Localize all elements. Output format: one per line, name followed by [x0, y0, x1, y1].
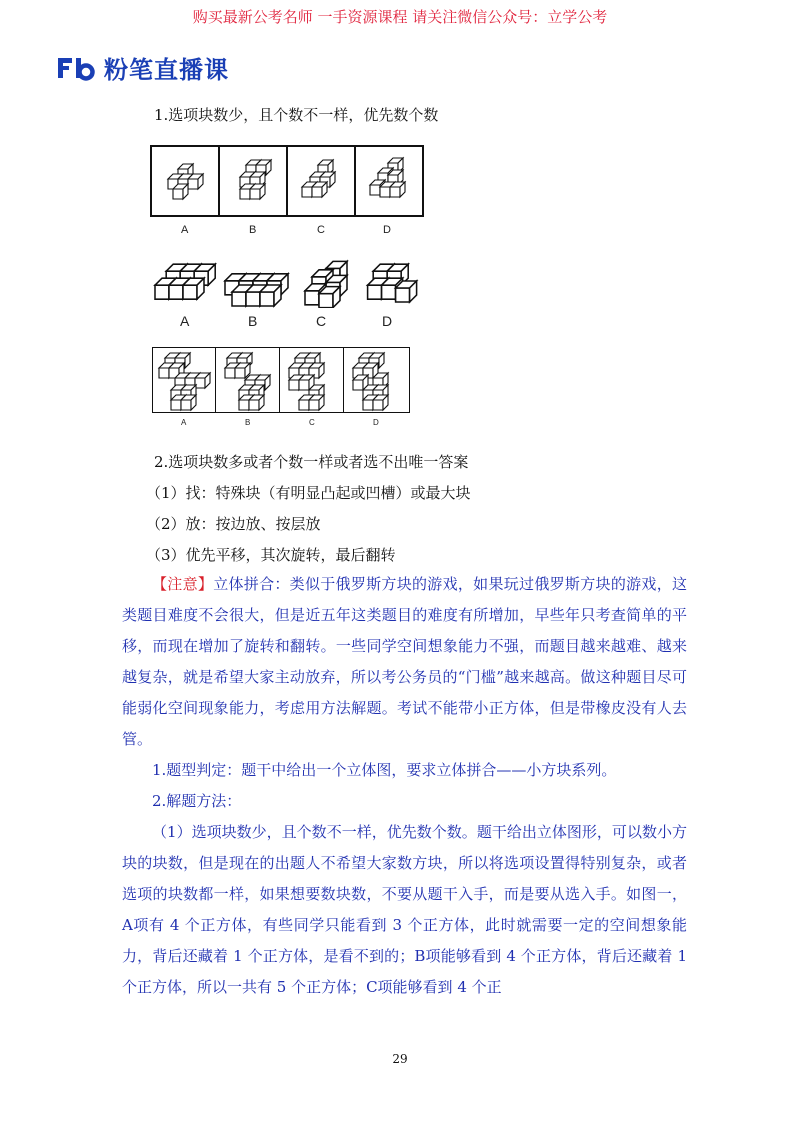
option-label-d: D	[383, 224, 391, 236]
figure-row3-options	[152, 347, 410, 413]
section2-heading: 2.选项块数多或者个数一样或者选不出唯一答案	[154, 453, 469, 471]
note-item-3: （1）选项块数少，且个数不一样，优先数个数。题干给出立体图形，可以数小方块的块数，但是现在的出题人不希望大家数方块，所以将选项设置得特别复杂，或者选项的块数都一样，如果想要数块数，不要从题干入手，而是要从选入手。如图一，A项有 4 个正方体，有些同学只能看到 3 个正方体，此时就需要一定的空间想象能力，背后还藏着 1 个正方体，是看不到的；B项能够看到 4 个正方体，背后还藏着 1 个正方体，所以一共有 5 个正方体；C项能够看到 4 个正	[122, 823, 687, 996]
logo-text: 粉笔直播课	[104, 56, 229, 84]
option-label-d: D	[382, 313, 393, 329]
section2-item-2: （2）放：按边放、按层放	[146, 515, 321, 533]
option-box	[220, 147, 288, 215]
option-label-b: B	[248, 313, 258, 329]
option-label-c: C	[317, 224, 325, 236]
figure-row1-options	[150, 145, 424, 217]
section2-item-3: （3）优先平移，其次旋转，最后翻转	[146, 546, 396, 564]
option-box	[356, 147, 420, 215]
option-label-c: C	[309, 418, 315, 427]
section1-heading: 1.选项块数少，且个数不一样，优先数个数	[154, 106, 439, 124]
note-paragraph	[122, 569, 687, 755]
option-label-a: A	[181, 418, 187, 427]
note-body: 立体拼合：类似于俄罗斯方块的游戏，如果玩过俄罗斯方块的游戏，这类题目难度不会很大，但是近五年这类题目的难度有所增加，早些年只考查简单的平移，而现在增加了旋转和翻转。一些同学空间想象能力不强，而题目越来越难、越来越复杂，就是希望大家主动放弃，所以考公务员的“门槛”越来越高。做这种题目尽可能弱化空间现象能力，考虑用方法解题。考试不能带小正方体，但是带橡皮没有人去管。	[122, 575, 687, 748]
option-label-c: C	[316, 313, 327, 329]
brand-logo	[56, 50, 229, 85]
option-box	[217, 348, 280, 412]
option-box	[281, 348, 344, 412]
option-label-d: D	[373, 418, 379, 427]
option-label-a: A	[180, 313, 190, 329]
option-box	[288, 147, 356, 215]
figure-row2-options	[150, 258, 420, 308]
page-number: 29	[392, 1052, 408, 1066]
fenbi-logo-icon	[56, 55, 96, 81]
option-label-a: A	[181, 224, 189, 236]
option-box	[345, 348, 407, 412]
option-label-b: B	[245, 418, 251, 427]
note-block	[122, 569, 687, 1003]
note-item-1: 1.题型判定：题干中给出一个立体图，要求立体拼合——小方块系列。	[152, 761, 617, 779]
note-tag: 【注意】	[152, 575, 214, 593]
section2-item-1: （1）找：特殊块（有明显凸起或凹槽）或最大块	[146, 484, 471, 502]
option-label-b: B	[249, 224, 257, 236]
option-box	[152, 147, 220, 215]
header-banner: 购买最新公考名师 一手资源课程 请关注微信公众号：立学公考	[192, 8, 608, 26]
option-box	[153, 348, 216, 412]
note-item-2: 2.解题方法：	[152, 792, 242, 810]
